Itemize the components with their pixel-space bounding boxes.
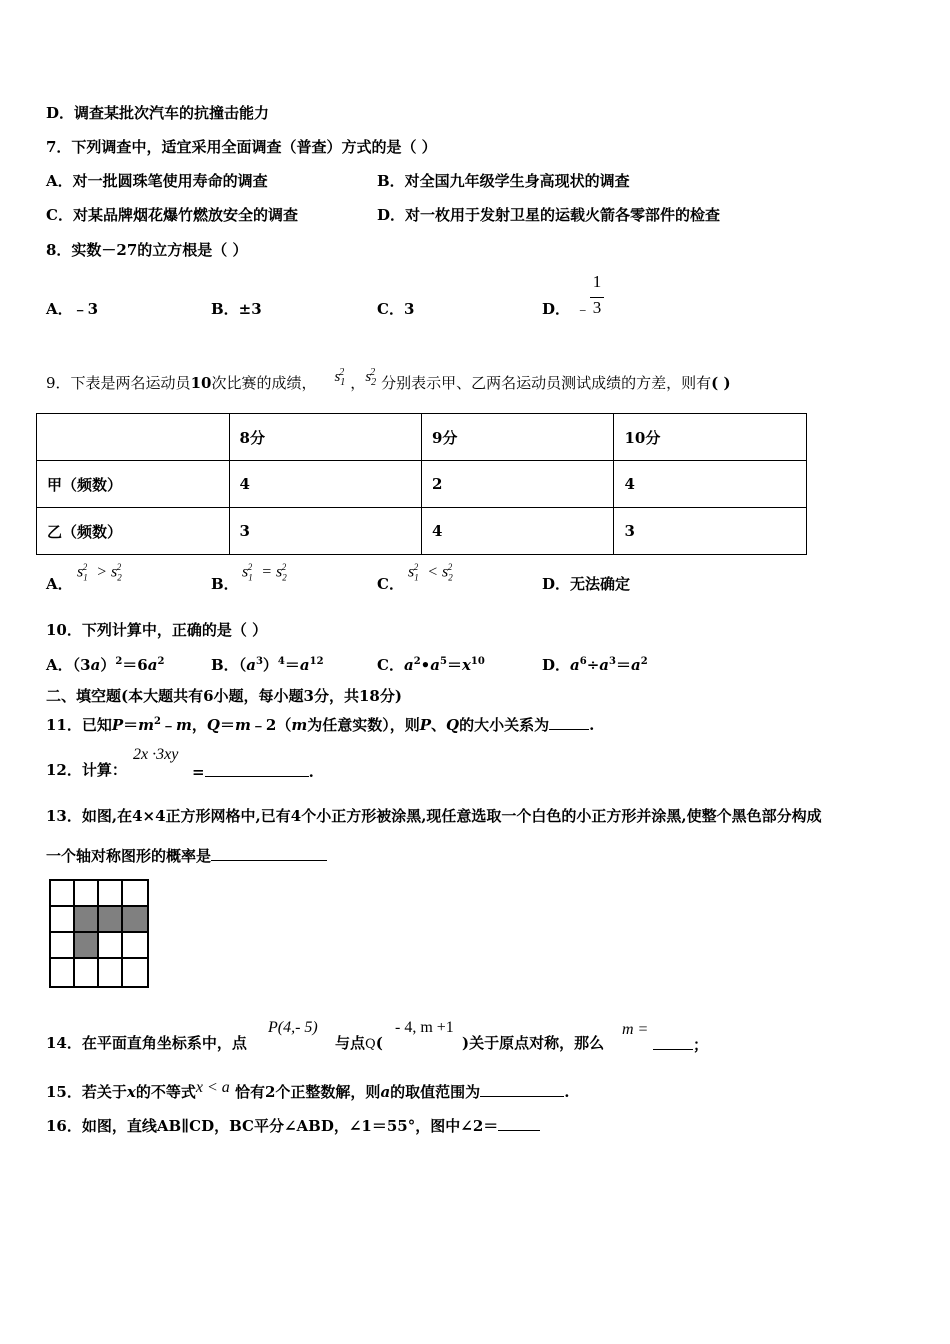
q7-option-a: A．对一批圆珠笔使用寿命的调查 (46, 172, 268, 190)
q8-option-a: A．﹣3 (46, 300, 99, 318)
q15-end: . (564, 1083, 570, 1101)
q14-q-letter: Q (365, 1037, 376, 1052)
q11-text: 11．已知$P=m^2﹣m$，Q＝m﹣2（m为任意实数），则P、Q的大小关系为 . (46, 712, 594, 735)
q10-option-c-label: C． (377, 656, 404, 674)
grid-cell-black (74, 906, 98, 932)
q9-ten: 10 (190, 374, 212, 392)
q12-expression: 2x ·3xy (133, 746, 179, 763)
grid-cell-black (122, 906, 148, 932)
q9-text-1: 下表是两名运动员 (70, 374, 191, 392)
table-header-cell (37, 414, 230, 461)
grid-cell (122, 958, 148, 987)
q9-score-table (36, 413, 807, 555)
section-2-title: 二、填空题(本大题共有6小题，每小题3分，共18分) (46, 687, 402, 705)
q9-relation-b: = (261, 563, 273, 581)
table-cell: 4 (229, 461, 421, 508)
q9-option-b: B． (211, 575, 239, 593)
table-cell: 2 (421, 461, 613, 508)
q15-text-2: 的不等式 (135, 1083, 196, 1101)
q9-option-a: A． (46, 575, 73, 593)
q14-end: ； (693, 1036, 709, 1054)
q14-text-2: 与点Q( (335, 1034, 383, 1052)
q14-text-3: )关于原点对称，那么 (462, 1034, 605, 1052)
q10-option-a-label: A． (46, 656, 73, 674)
grid-cell (122, 932, 148, 958)
q15-a: a (380, 1083, 391, 1101)
grid-cell (74, 880, 98, 906)
grid-cell-black (98, 906, 122, 932)
q9-s1: s (334, 369, 341, 385)
q9-option-a-math: $s_1^2 > s_2^2$ (77, 562, 122, 583)
q8-option-d-label: D． (542, 300, 571, 318)
grid-cell-black (74, 932, 98, 958)
table-header-cell: 9分 (421, 414, 613, 461)
q10-stem: 10．下列计算中，正确的是（ ） (46, 621, 268, 639)
q14-point-q: - 4, m +1 (395, 1019, 454, 1036)
q7-option-b: B．对全国九年级学生身高现状的调查 (377, 172, 630, 190)
q15-text-1: 15．若关于 (46, 1083, 127, 1101)
table-row (37, 461, 807, 508)
q9-variance-1: $s_1^2$ (334, 367, 346, 388)
q13-line-2-text: 一个轴对称图形的概率是 (46, 847, 212, 865)
q12-answer-blank[interactable] (205, 760, 309, 777)
q15-answer-blank[interactable] (480, 1080, 564, 1097)
q9-option-c-math: $s_1^2 < s_2^2$ (408, 562, 453, 583)
q15-x: x (126, 1083, 136, 1101)
q15-text-4: 的取值范围为 (390, 1083, 481, 1101)
grid-cell (50, 958, 74, 987)
q14-text-1: 14．在平面直角坐标系中，点 (46, 1034, 247, 1052)
grid-cell (74, 958, 98, 987)
q11-rest: 的大小关系为 (459, 716, 550, 734)
q14-with-point: 与点 (335, 1034, 366, 1052)
q6-option-d: D．调查某批次汽车的抗撞击能力 (46, 104, 270, 122)
table-cell: 3 (229, 508, 421, 555)
table-cell: 甲（频数） (37, 461, 230, 508)
grid-cell (122, 880, 148, 906)
q8-option-b: B．±3 (211, 300, 262, 318)
table-cell: 3 (614, 508, 807, 555)
q8-fraction-denominator: 3 (592, 298, 602, 317)
q11-lead: 11．已知 (46, 716, 112, 734)
table-row (37, 414, 807, 461)
q14-point-p: P(4,- 5) (268, 1019, 318, 1036)
q9-relation-a: > (96, 563, 108, 581)
q9-separator: ， (350, 374, 366, 392)
q16-text-body: 16．如图，直线AB∥CD，BC平分∠ABD，∠1＝55°，图中∠2＝ (46, 1117, 499, 1135)
q10-option-a: A．$(3a)^2=6a^2$ (46, 656, 165, 674)
q7-stem: 7．下列调查中，适宜采用全面调查（普查）方式的是（ ） (46, 138, 437, 156)
grid-cell (98, 880, 122, 906)
q7-option-c: C．对某品牌烟花爆竹燃放安全的调查 (46, 206, 298, 224)
table-cell: 4 (614, 461, 807, 508)
q13-grid-figure (49, 879, 149, 988)
q14-answer (653, 1033, 708, 1055)
q13-line-1: 13．如图,在4×4正方形网格中,已有4个小正方形被涂黑,现任意选取一个白色的小正方形并涂黑,使整个黑色部分构成 (46, 807, 822, 825)
q14-answer-blank[interactable] (653, 1033, 693, 1050)
q14-m-equals: m = (622, 1021, 649, 1038)
q10-option-b-label: B． (211, 656, 239, 674)
table-row (37, 508, 807, 555)
q15-inequality: x < a (195, 1079, 230, 1096)
q10-option-d-label: D． (542, 656, 571, 674)
grid-cell (50, 906, 74, 932)
q10-option-b: B．$(a^3)^4=a^{12}$ (211, 656, 324, 674)
q11-answer-blank[interactable] (549, 713, 589, 730)
q9-number: 9． (46, 374, 71, 392)
q8-stem: 8．实数－27的立方根是（ ） (46, 241, 248, 259)
table-cell: 4 (421, 508, 613, 555)
q12-label: 12．计算： (46, 761, 127, 779)
grid-cell (50, 880, 74, 906)
table-cell: 乙（频数） (37, 508, 230, 555)
q13-answer-blank[interactable] (211, 844, 327, 861)
q9-s2: s (365, 369, 372, 385)
q9-option-b-math: $s_1^2 = s_2^2$ (242, 562, 287, 583)
q13-line-2 (46, 844, 327, 866)
q8-fraction-numerator: 1 (592, 272, 602, 291)
q15-text (46, 1080, 569, 1103)
q12-answer (192, 760, 314, 782)
q9-relation-c: < (427, 563, 439, 581)
q15-text-3: 恰有2个正整数解，则 (234, 1083, 381, 1101)
q9-text-3: 分别表示甲、乙两名运动员测试成绩的方差，则有 (381, 374, 712, 392)
table-header-cell: 8分 (229, 414, 421, 461)
q9-paren: ( ) (711, 374, 731, 392)
q9-option-d: D．无法确定 (542, 575, 631, 593)
q11-end: . (589, 716, 595, 734)
grid-cell (98, 932, 122, 958)
q9-option-c: C． (377, 575, 404, 593)
q8-option-d (542, 299, 590, 319)
q16-answer-blank[interactable] (498, 1114, 540, 1131)
table-header-cell: 10分 (614, 414, 807, 461)
grid-cell (50, 932, 74, 958)
q9-variance-2: $s_2^2$ (365, 367, 377, 388)
q12-equals: = (192, 763, 205, 781)
q9-stem (46, 367, 731, 400)
q7-option-d: D．对一枚用于发射卫星的运载火箭各零部件的检查 (377, 206, 721, 224)
q10-option-c: C．$a^2•a^5=x^{10}$ (377, 656, 485, 674)
q10-option-d: D．$a^6\div a^3=a^2$ (542, 656, 648, 674)
q12-end: . (308, 763, 314, 781)
q8-option-c: C．3 (377, 300, 415, 318)
q8-option-d-sign: ﹣ (575, 300, 591, 318)
q16-text (46, 1114, 540, 1136)
grid-cell (98, 958, 122, 987)
q9-text-2: 次比赛的成绩， (211, 374, 317, 392)
